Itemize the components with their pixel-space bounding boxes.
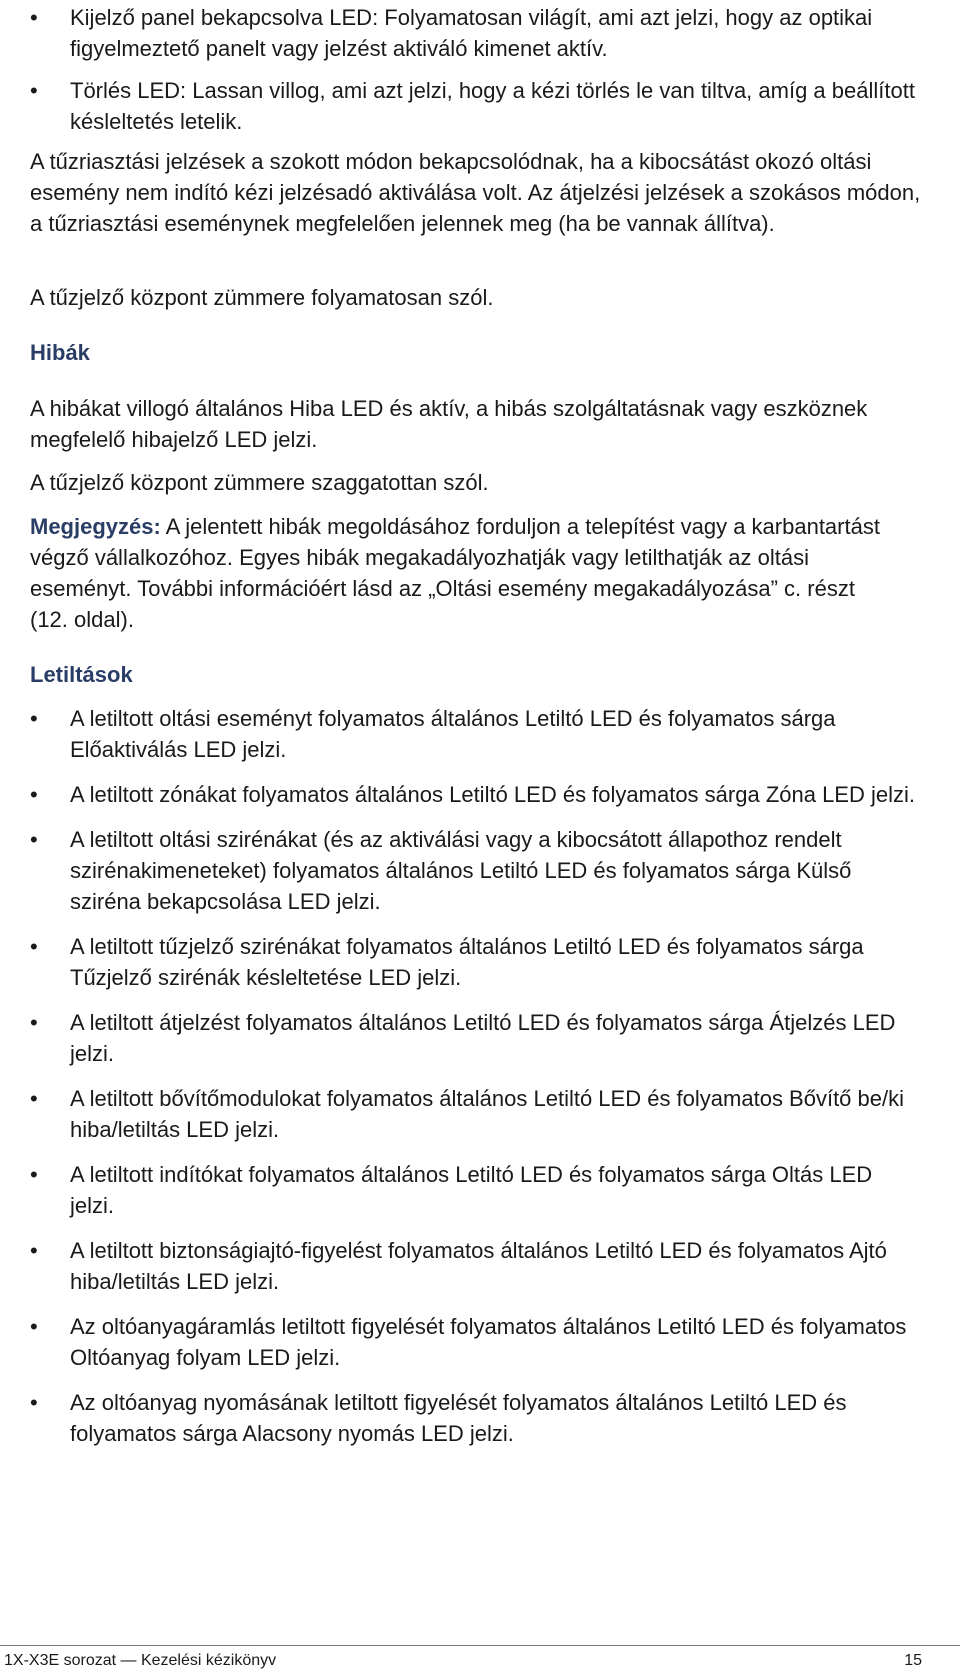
- bullet-marker: •: [30, 1390, 38, 1415]
- bullet-marker: •: [30, 1314, 38, 1339]
- note-text: A jelentett hibák megoldásához forduljon a telepítést vagy a karbantartást végző vállalkozóhoz. Egyes hibák megakadályozhatják vagy letilthatják az oltási eseményt. További információért lásd az „Oltási esemény megakadályozása” c. részt (12. oldal).: [30, 514, 880, 632]
- list-item-text: A letiltott bővítőmodulokat folyamatos általános Letiltó LED és folyamatos Bővítő be/ki hiba/letiltás LED jelzi.: [70, 1086, 905, 1142]
- list-item: [30, 75, 930, 137]
- list-item: [30, 824, 920, 917]
- footer-divider: [0, 1645, 960, 1646]
- list-item: [30, 931, 920, 993]
- bullet-marker: •: [30, 1010, 38, 1035]
- list-item: [30, 1387, 920, 1449]
- disablements-heading: Letiltások: [30, 662, 133, 687]
- bullet-marker: •: [30, 1086, 38, 1111]
- list-item: [30, 1311, 920, 1373]
- list-item-text: A letiltott tűzjelző szirénákat folyamatos általános Letiltó LED és folyamatos sárga Tűzjelző szirénák késleltetése LED jelzi.: [70, 934, 864, 990]
- list-item-text: A letiltott zónákat folyamatos általános Letiltó LED és folyamatos sárga Zóna LED jelzi.: [70, 782, 915, 807]
- disablements-list: [30, 703, 920, 1449]
- note-label: Megjegyzés:: [30, 514, 161, 539]
- bullet-marker: •: [30, 78, 38, 103]
- fire-alarm-paragraph: A tűzriasztási jelzések a szokott módon bekapcsolódnak, ha a kibocsátást okozó oltási esemény nem indító kézi jelzésadó aktiválása volt. Az átjelzési jelzések a szokásos módon, a tűzriasztási eseménynek megfelelően jelennek meg (ha be vannak állítva).: [30, 149, 921, 236]
- list-item-text: A letiltott átjelzést folyamatos általános Letiltó LED és folyamatos sárga Átjelzés LED jelzi.: [70, 1010, 896, 1066]
- list-item-text: Kijelző panel bekapcsolva LED: Folyamatosan világít, ami azt jelzi, hogy az optikai figyelmeztető panelt vagy jelzést aktiváló kimenet aktív.: [70, 5, 873, 61]
- list-item-text: Törlés LED: Lassan villog, ami azt jelzi, hogy a kézi törlés le van tiltva, amíg a beállított késleltetés letelik.: [70, 78, 915, 134]
- footer-document-title: 1X-X3E sorozat — Kezelési kézikönyv: [4, 1652, 277, 1669]
- bullet-marker: •: [30, 827, 38, 852]
- buzzer-paragraph: A tűzjelző központ zümmere folyamatosan szól.: [30, 285, 494, 310]
- status-led-list: [30, 2, 930, 137]
- bullet-marker: •: [30, 934, 38, 959]
- bullet-marker: •: [30, 1238, 38, 1263]
- note-paragraph: [30, 511, 890, 635]
- list-item-text: A letiltott indítókat folyamatos általános Letiltó LED és folyamatos sárga Oltás LED jelzi.: [70, 1162, 873, 1218]
- list-item-text: Az oltóanyagáramlás letiltott figyelését folyamatos általános Letiltó LED és folyamatos Oltóanyag folyam LED jelzi.: [70, 1314, 907, 1370]
- faults-paragraph: A hibákat villogó általános Hiba LED és aktív, a hibás szolgáltatásnak vagy eszköznek megfelelő hibajelző LED jelzi.: [30, 396, 868, 452]
- list-item: [30, 1235, 920, 1297]
- faults-buzzer-paragraph: A tűzjelző központ zümmere szaggatottan szól.: [30, 470, 489, 495]
- bullet-marker: •: [30, 782, 38, 807]
- faults-heading: Hibák: [30, 340, 90, 365]
- list-item-text: A letiltott biztonságiajtó-figyelést folyamatos általános Letiltó LED és folyamatos Ajtó hiba/letiltás LED jelzi.: [70, 1238, 887, 1294]
- list-item: [30, 1159, 920, 1221]
- bullet-marker: •: [30, 1162, 38, 1187]
- list-item: [30, 703, 920, 765]
- bullet-marker: •: [30, 706, 38, 731]
- list-item: [30, 1083, 920, 1145]
- list-item: [30, 2, 930, 64]
- list-item-text: A letiltott oltási eseményt folyamatos általános Letiltó LED és folyamatos sárga Előaktiválás LED jelzi.: [70, 706, 836, 762]
- list-item-text: Az oltóanyag nyomásának letiltott figyelését folyamatos általános Letiltó LED és folyamatos sárga Alacsony nyomás LED jelzi.: [70, 1390, 847, 1446]
- list-item: [30, 1007, 920, 1069]
- bullet-marker: •: [30, 5, 38, 30]
- list-item-text: A letiltott oltási szirénákat (és az aktiválási vagy a kibocsátott állapothoz rendelt szirénakimeneteket) folyamatos általános Letiltó LED és folyamatos sárga Külső sziréna bekapcsolása LED jelzi.: [70, 827, 852, 914]
- list-item: [30, 779, 920, 810]
- footer-page-number: 15: [904, 1652, 922, 1669]
